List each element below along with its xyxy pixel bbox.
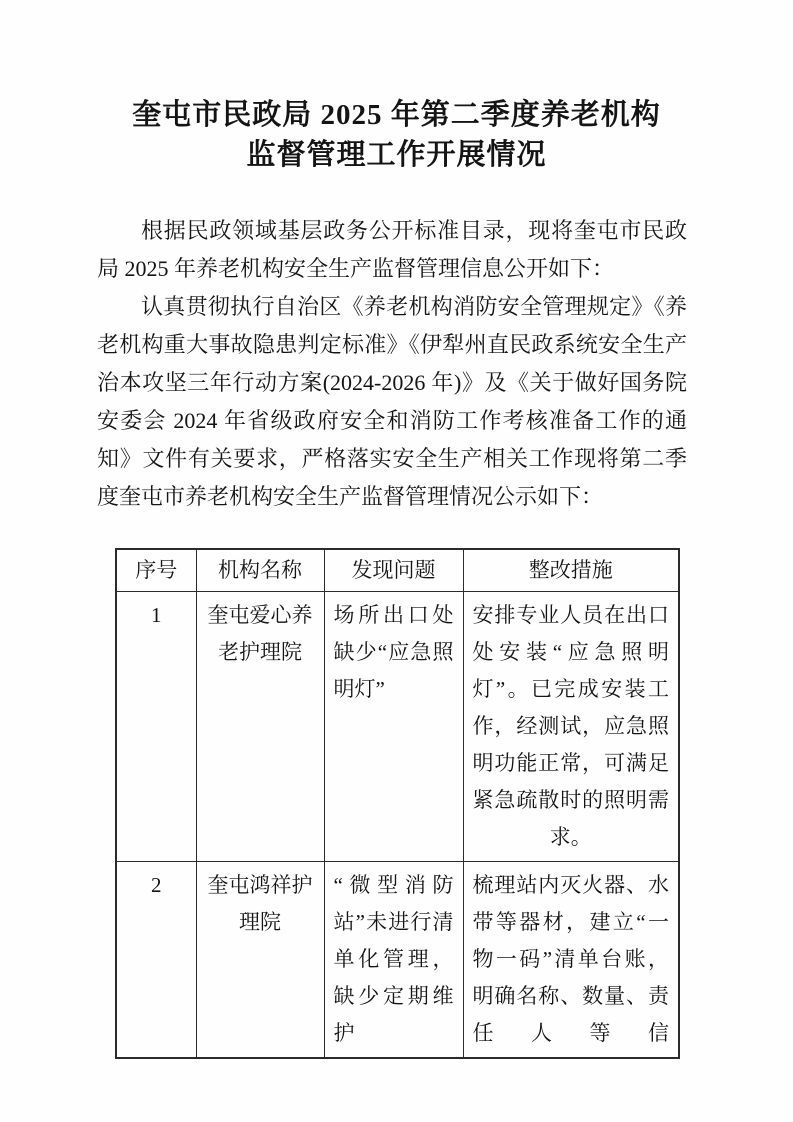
row2-measure: 梳理站内灭火器、水带等器材，建立“一物一码”清单台账，明确名称、数量、责任人等信 xyxy=(463,862,679,1059)
row1-index: 1 xyxy=(116,592,196,862)
document-title-line2: 监督管理工作开展情况 xyxy=(246,139,547,171)
column-header-measure: 整改措施 xyxy=(463,549,679,592)
row1-problem: 场所出口处缺少“应急照明灯” xyxy=(324,592,463,862)
row2-institution-name: 奎屯鸿祥护理院 xyxy=(196,862,324,1059)
row2-problem: “微型消防站”未进行清单化管理，缺少定期维护 xyxy=(324,862,463,1059)
document-title-line1: 奎屯市民政局 2025 年第二季度养老机构 xyxy=(132,99,661,131)
row1-institution-name: 奎屯爱心养老护理院 xyxy=(196,592,324,862)
table-row xyxy=(116,592,679,862)
row2-index: 2 xyxy=(116,862,196,1059)
document-title xyxy=(80,95,713,175)
paragraph-intro: 根据民政领域基层政务公开标准目录，现将奎屯市民政局 2025 年养老机构安全生产监督管理信息公开如下： xyxy=(97,218,687,281)
table-row xyxy=(116,862,679,1059)
paragraph-policy: 认真贯彻执行自治区《养老机构消防安全管理规定》《养老机构重大事故隐患判定标准》《伊犁州直民政系统安全生产治本攻坚三年行动方案(2024-2026 年)》及《关于做好国务院安委会 2024 年省级政府安全和消防工作考核准备工作的通知》文件有关要求，严格落实安全生产相关工作现将第二季度奎屯市养老机构安全生产监督管理情况公示如下： xyxy=(97,294,687,509)
column-header-name: 机构名称 xyxy=(196,549,324,592)
column-header-problem: 发现问题 xyxy=(324,549,463,592)
table-header-row xyxy=(116,549,679,592)
supervision-table xyxy=(115,548,680,1059)
document-body xyxy=(97,212,687,1059)
row1-measure: 安排专业人员在出口处安装“应急照明灯”。已完成安装工作，经测试，应急照明功能正常，可满足紧急疏散时的照明需求。 xyxy=(463,592,679,862)
column-header-index: 序号 xyxy=(116,549,196,592)
